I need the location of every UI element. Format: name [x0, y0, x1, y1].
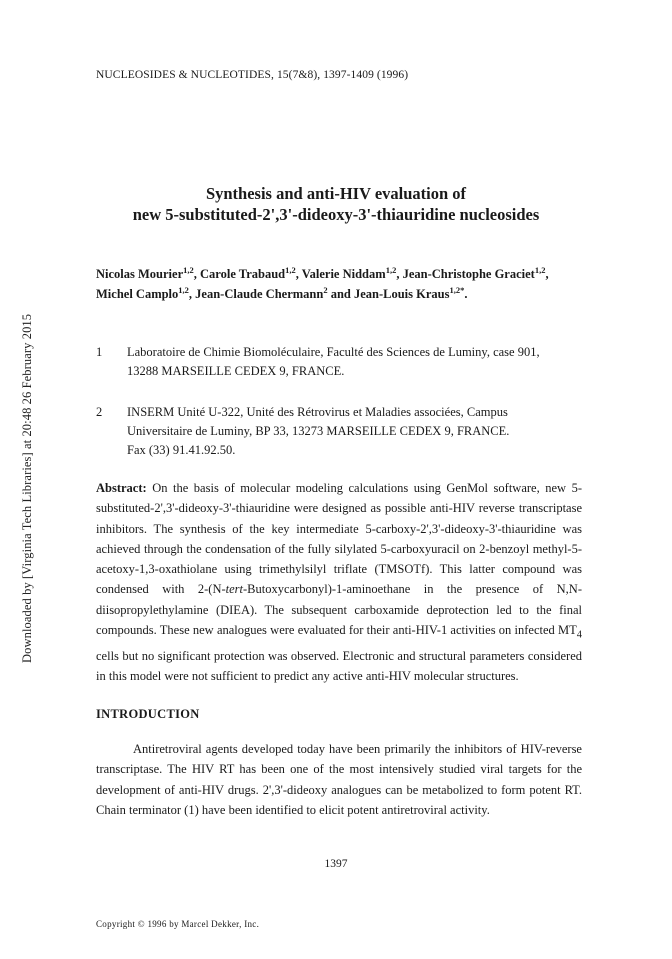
copyright-notice: Copyright © 1996 by Marcel Dekker, Inc.	[96, 919, 260, 929]
affiliation-number: 1	[96, 345, 103, 359]
introduction-paragraph: Antiretroviral agents developed today have been primarily the inhibitors of HIV-reverse transcriptase. The HIV RT has been one of the most intensively studied viral targets for the development of anti-HIV drugs. 2',3'-dideoxy analogues can be metabolized to form potent RT. Chain terminator (1) have been identified to elicit potent antiretroviral activity.	[96, 742, 582, 817]
author-affiliation-mark: 1,2	[178, 284, 189, 295]
author-separator: and	[327, 287, 354, 301]
author-affiliation-mark: 1,2	[285, 264, 296, 275]
author-name: Valerie Niddam	[301, 267, 386, 281]
affiliation-line: Laboratoire de Chimie Biomoléculaire, Faculté des Sciences de Luminy, case 901,	[127, 345, 540, 359]
affiliation-line: Universitaire de Luminy, BP 33, 13273 MARSEILLE CEDEX 9, FRANCE.	[127, 424, 510, 438]
abstract	[96, 478, 582, 686]
abstract-text: cells but no significant protection was observed. Electronic and structural parameters considered in this model were not sufficient to predict any active anti-HIV molecular structures.	[96, 648, 582, 684]
abstract-italic: tert	[225, 582, 243, 597]
author-separator: ,	[193, 267, 201, 281]
author-name: Nicolas Mourier	[96, 267, 184, 281]
author-affiliation-mark: 1,2*	[449, 284, 465, 295]
author-separator: ,	[396, 267, 403, 281]
abstract-label: Abstract:	[96, 481, 147, 495]
author-list	[96, 264, 596, 304]
author-separator: .	[464, 287, 468, 301]
author-separator: ,	[295, 267, 302, 281]
author-affiliation-mark: 2	[323, 284, 328, 295]
author-name: Jean-Claude Chermann	[195, 287, 324, 301]
author-affiliation-mark: 1,2	[385, 264, 397, 275]
author-affiliation-mark: 1,2	[183, 264, 194, 275]
affiliation-line: 13288 MARSEILLE CEDEX 9, FRANCE.	[127, 364, 345, 378]
download-watermark: Downloaded by [Virginia Tech Libraries] at 20:48 26 February 2015	[20, 313, 34, 663]
author-name: Jean-Christophe Graciet	[402, 267, 535, 281]
author-name: Jean-Louis Kraus	[353, 287, 450, 301]
author-separator: ,	[188, 287, 196, 301]
author-separator: ,	[545, 267, 549, 281]
affiliation-2	[96, 403, 596, 463]
section-heading-introduction: INTRODUCTION	[96, 707, 200, 721]
affiliation-line: INSERM Unité U-322, Unité des Rétrovirus et Maladies associées, Campus	[127, 405, 508, 419]
author-name: Michel Camplo	[96, 287, 179, 301]
affiliation-number: 2	[96, 405, 103, 419]
abstract-text: -Butoxycarbonyl)-1-aminoethane in the presence of N,N-diisopropylethylamine (DIEA). The subsequent carboxamide deprotection led to the final compounds. These new analogues were evaluated for their anti-HIV-1 activities on infected MT	[96, 582, 582, 638]
affiliation-1	[96, 343, 596, 383]
author-name: Carole Trabaud	[200, 267, 286, 281]
affiliation-line: Fax (33) 91.41.92.50.	[127, 443, 236, 457]
title-line-2: new 5-substituted-2',3'-dideoxy-3'-thiauridine nucleosides	[132, 205, 540, 224]
abstract-subscript: 4	[576, 629, 582, 641]
author-affiliation-mark: 1,2	[534, 264, 546, 275]
abstract-text: On the basis of molecular modeling calculations using GenMol software, new 5-substituted-2',3'-dideoxy-3'-thiauridine were designed as possible anti-HIV reverse transcriptase inhibitors. The synthesis of the key intermediate 5-carboxy-2',3'-dideoxy-3'-thiauridine was achieved through the condensation of the fully silylated 5-carboxyuracil on 2-benzoyl methyl-5-acetoxy-1,3-oxathiolane using trimethylsilyl triflate (TMSOTf). This latter compound was condensed with 2-(N-	[96, 481, 582, 597]
page-number: 1397	[324, 858, 348, 870]
paper-title	[0, 183, 672, 225]
title-line-1: Synthesis and anti-HIV evaluation of	[205, 184, 467, 203]
journal-header: NUCLEOSIDES & NUCLEOTIDES, 15(7&8), 1397-1409 (1996)	[96, 69, 409, 81]
